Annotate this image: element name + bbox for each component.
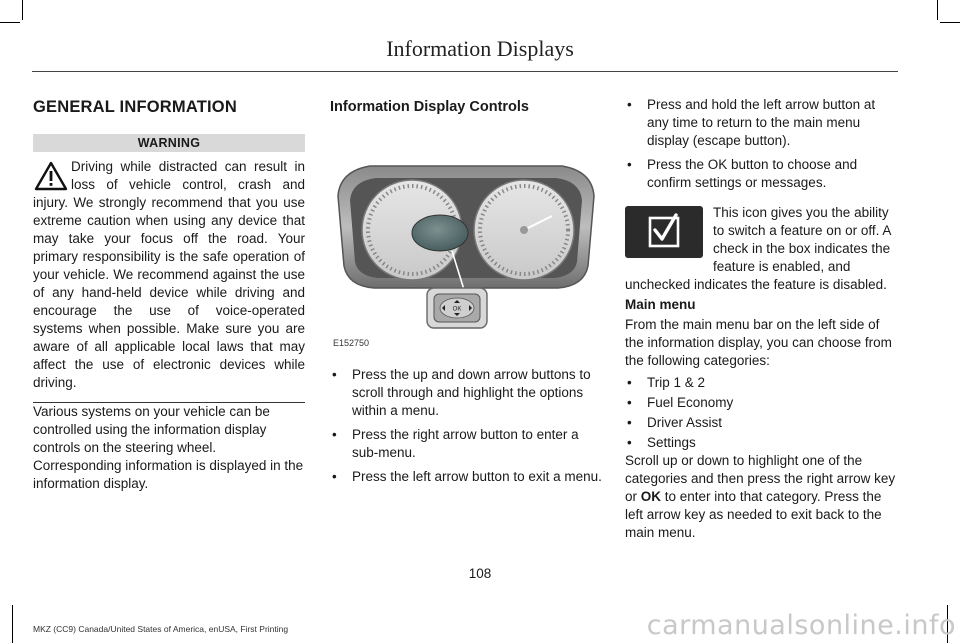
checkbox-icon-paragraph bbox=[625, 204, 897, 294]
list-item: • Fuel Economy bbox=[625, 394, 897, 412]
page-number: 108 bbox=[468, 566, 492, 581]
categories-list bbox=[625, 374, 897, 452]
crop-mark-top-left-v bbox=[22, 0, 23, 20]
list-item: • Trip 1 & 2 bbox=[625, 374, 897, 392]
list-item: • Press the right arrow button to enter a sub-menu. bbox=[330, 426, 602, 462]
instructions-part-2: to enter into that category. Press the left arrow key as needed to exit back to the main menu. bbox=[625, 489, 882, 540]
instructions-part-1: Scroll up or down to highlight one of the categories and then press the right arrow key or bbox=[625, 453, 896, 504]
figure-id: E152750 bbox=[333, 338, 370, 348]
page-header-title: Information Displays bbox=[386, 36, 574, 61]
list-item: • Press the left arrow button to exit a menu. bbox=[330, 468, 602, 486]
ok-button-label: OK bbox=[452, 306, 462, 313]
main-menu-intro: From the main menu bar on the left side of the information display, you can choose from the following categories: bbox=[625, 317, 892, 368]
list-item: • Press and hold the left arrow button at any time to return to the main menu display (escape button). bbox=[625, 96, 897, 150]
crop-mark-top-right-v bbox=[937, 0, 938, 20]
column-middle bbox=[330, 96, 602, 486]
intro-paragraph: Various systems on your vehicle can be controlled using the information display controls on the steering wheel. Corresponding information is displayed in the information display. bbox=[33, 404, 304, 491]
header-rule bbox=[32, 71, 898, 72]
crop-mark-top-right bbox=[940, 22, 960, 23]
general-information-heading: GENERAL INFORMATION bbox=[33, 98, 237, 116]
controls-bullet-list-continued bbox=[625, 96, 897, 192]
list-item: • Driver Assist bbox=[625, 414, 897, 432]
checkbox-icon-text: This icon gives you the ability to switch a feature on or off. A check in the box indicates the feature is enabled, and unchecked indicates the feature is disabled. bbox=[625, 205, 891, 292]
list-item: • Press the up and down arrow buttons to scroll through and highlight the options within a menu. bbox=[330, 366, 602, 420]
warning-text: Driving while distracted can result in loss of vehicle control, crash and injury. We strongly recommend that you use extreme caution when using any device that may take your focus off the road. Your primary responsibility is the safe operation of your vehicle. We recommend against the use of any hand-held device while driving and encourage the use of voice-operated systems when possible. Make sure you are aware of all applicable local laws that may affect the use of electronic devices while driving. bbox=[33, 159, 305, 390]
ok-key-label: OK bbox=[640, 489, 662, 504]
warning-triangle-icon bbox=[33, 160, 69, 192]
column-right bbox=[625, 96, 897, 542]
crop-mark-bottom-left bbox=[12, 605, 13, 643]
crop-mark-top-left bbox=[0, 22, 20, 23]
warning-label: WARNING bbox=[33, 134, 305, 152]
watermark: carmanualsonline.info bbox=[646, 610, 956, 641]
controls-bullet-list bbox=[330, 366, 602, 486]
cluster-figure bbox=[330, 126, 602, 366]
column-left bbox=[33, 96, 305, 493]
instrument-cluster-illustration bbox=[330, 126, 602, 331]
menu-instructions bbox=[625, 452, 897, 542]
warning-box bbox=[33, 158, 305, 392]
checkbox-icon bbox=[625, 206, 703, 258]
footer-text: MKZ (CC9) Canada/United States of America, enUSA, First Printing bbox=[33, 624, 289, 634]
list-item: • Press the OK button to choose and confirm settings or messages. bbox=[625, 156, 897, 192]
list-item: • Settings bbox=[625, 434, 897, 452]
display-controls-heading: Information Display Controls bbox=[330, 99, 529, 115]
main-menu-heading: Main menu bbox=[625, 297, 696, 312]
